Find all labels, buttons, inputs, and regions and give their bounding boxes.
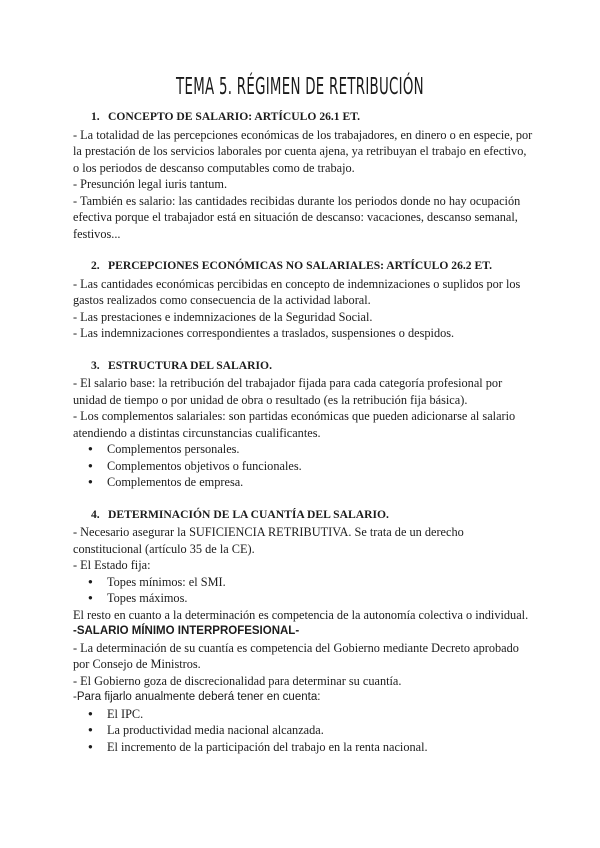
- paragraph: - El Estado fija:: [73, 558, 151, 572]
- paragraph: - Las indemnizaciones correspondientes a traslados, suspensiones o despidos.: [73, 326, 455, 340]
- paragraph: El resto en cuanto a la determinación es competencia de la autonomía colectiva o individual.: [73, 607, 529, 622]
- section-concepto-salario: [73, 109, 533, 242]
- paragraph: - La determinación de su cuantía es competencia del Gobierno mediante Decreto aprobado por Consejo de Ministros.: [73, 640, 519, 671]
- paragraph: - Los complementos salariales: son partidas económicas que pueden adicionarse al salario atendiendo a distintas circunstancias cualificantes.: [73, 409, 516, 440]
- section-heading: 4. DETERMINACIÓN DE LA CUANTÍA DEL SALARIO.: [91, 507, 389, 521]
- paragraph: - También es salario: las cantidades recibidas durante los periodos donde no hay ocupación efectiva porque el trabajador está en situación de descanso: vacaciones, descanso semanal, festivos...: [73, 193, 521, 241]
- list-item: ● Complementos objetivos o funcionales.: [107, 458, 533, 475]
- section-estructura-salario: [73, 358, 533, 491]
- section-heading: 1. CONCEPTO DE SALARIO: ARTÍCULO 26.1 ET.: [91, 110, 361, 123]
- bullet-list: [73, 574, 533, 607]
- paragraph: - Necesario asegurar la SUFICIENCIA RETRIBUTIVA. Se trata de un derecho constitucional (artículo 35 de la CE).: [73, 525, 464, 556]
- paragraph: - Las prestaciones e indemnizaciones de la Seguridad Social.: [73, 309, 373, 324]
- paragraph: - Las cantidades económicas percibidas en concepto de indemnizaciones o suplidos por los gastos realizados como consecuencia de la actividad laboral.: [73, 276, 521, 307]
- paragraph: - Presunción legal iuris tantum.: [73, 177, 228, 191]
- list-item: ● Topes máximos.: [107, 590, 533, 607]
- paragraph: - La totalidad de las percepciones económicas de los trabajadores, en dinero o en especie, por la prestación de los servicios laborales por cuenta ajena, ya retribuyan el trabajo en efectivo, o los periodos de descanso computables como de trabajo.: [73, 127, 533, 175]
- section-percepciones-no-salariales: [73, 258, 533, 342]
- paragraph: - El Gobierno goza de discrecionalidad para determinar su cuantía.: [73, 673, 402, 688]
- page-title: TEMA 5. RÉGIMEN DE RETRIBUCIÓN: [176, 74, 424, 100]
- paragraph: -Para fijarlo anualmente deberá tener en cuenta:: [73, 691, 321, 703]
- subheading: -SALARIO MÍNIMO INTERPROFESIONAL-: [73, 625, 300, 637]
- bullet-list: [73, 441, 533, 491]
- bullet-list: [73, 706, 533, 756]
- list-item: ● El incremento de la participación del trabajo en la renta nacional.: [107, 739, 533, 756]
- paragraph: - El salario base: la retribución del trabajador fijada para cada categoría profesional por unidad de tiempo o por unidad de obra o resultado (es la retribución fija básica).: [73, 376, 503, 407]
- list-item: ● Complementos personales.: [107, 441, 533, 458]
- list-item: ● Complementos de empresa.: [107, 474, 533, 491]
- list-item: ● El IPC.: [107, 706, 533, 723]
- document-body: [73, 109, 533, 755]
- section-determinacion-cuantia: [73, 507, 533, 756]
- list-item: ● La productividad media nacional alcanzada.: [107, 722, 533, 739]
- section-heading: 2. PERCEPCIONES ECONÓMICAS NO SALARIALES: ARTÍCULO 26.2 ET.: [91, 259, 492, 272]
- list-item: ● Topes mínimos: el SMI.: [107, 574, 533, 591]
- section-heading: 3. ESTRUCTURA DEL SALARIO.: [91, 358, 272, 372]
